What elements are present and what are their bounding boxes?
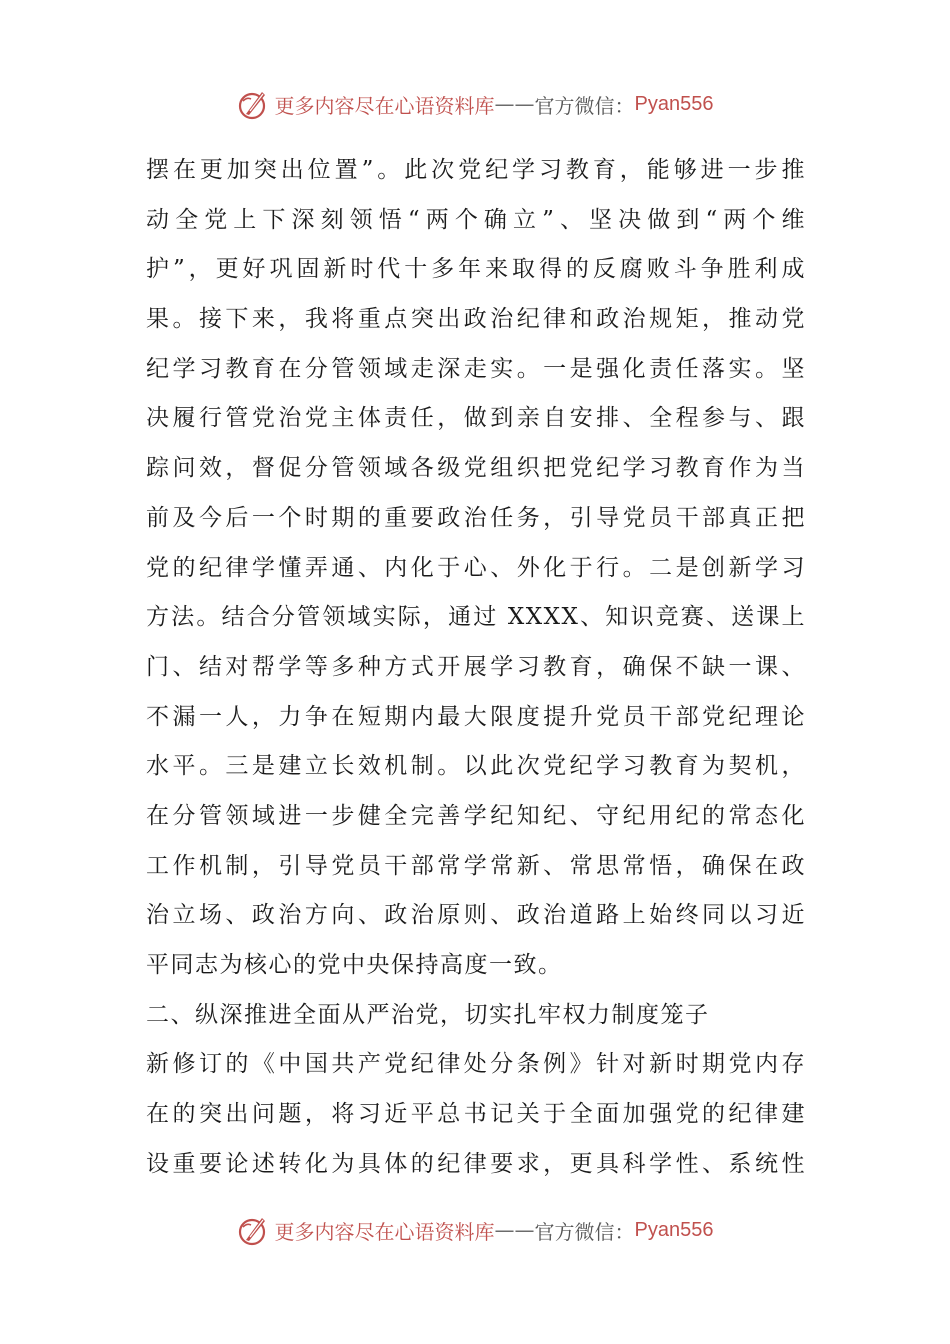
banner-brand-text: 更多内容尽在心语资料库 [274,1219,495,1244]
body-line-17: 平同志为核心的党中央保持高度一致。 [146,952,563,978]
banner-separator: —— [494,1218,535,1242]
quill-pen-circle-icon [237,1213,271,1247]
banner-wechat-label: 官方微信： [534,1219,635,1244]
body-line-8: 前及今后一个时期的重要政治任务，引导党员干部真正把 [146,504,806,531]
body-line-6: 决履行管党治党主体责任，做到亲自安排、全程参与、跟 [146,405,806,432]
header-banner [0,84,950,124]
body-line-21: 设重要论述转化为具体的纪律要求，更具科学性、系统性 [146,1150,806,1177]
banner-wechat-label: 官方微信： [534,93,635,118]
body-line-20: 在的突出问题，将习近平总书记关于全面加强党的纪律建 [146,1101,806,1128]
banner-wechat-id: Pyan556 [634,92,714,115]
body-line-13: 水平。三是建立长效机制。以此次党纪学习教育为契机， [146,753,806,780]
body-line-7: 踪问效，督促分管领域各级党组织把党纪学习教育作为当 [146,455,806,482]
banner-wechat-id: Pyan556 [634,1218,714,1241]
footer-banner [0,1210,950,1250]
body-line-19: 新修订的《中国共产党纪律处分条例》针对新时期党内存 [146,1051,806,1078]
body-line-16: 治立场、政治方向、政治原则、政治道路上始终同以习近 [146,902,806,929]
document-body [146,146,806,1189]
body-line-14: 在分管领域进一步健全完善学纪知纪、守纪用纪的常态化 [146,802,806,829]
body-line-9: 党的纪律学懂弄通、内化于心、外化于行。二是创新学习 [146,554,806,581]
body-line-11: 门、结对帮学等多种方式开展学习教育，确保不缺一课、 [146,653,806,680]
body-line-3: 护”，更好巩固新时代十多年来取得的反腐败斗争胜利成 [146,256,806,283]
section-heading: 二、纵深推进全面从严治党，切实扎牢权力制度笼子 [146,1001,710,1028]
body-line-2: 动全党上下深刻领悟“两个确立”、坚决做到“两个维 [146,206,806,233]
body-line-10: 方法。结合分管领域实际，通过 XXXX、知识竞赛、送课上 [146,604,806,631]
body-line-12: 不漏一人，力争在短期内最大限度提升党员干部党纪理论 [146,703,806,730]
banner-brand-text: 更多内容尽在心语资料库 [274,93,495,118]
banner-separator: —— [494,92,535,116]
body-line-1: 摆在更加突出位置”。此次党纪学习教育，能够进一步推 [146,157,806,183]
body-line-5: 纪学习教育在分管领域走深走实。一是强化责任落实。坚 [146,355,806,382]
body-line-4: 果。接下来，我将重点突出政治纪律和政治规矩，推动党 [146,306,806,333]
body-line-15: 工作机制，引导党员干部常学常新、常思常悟，确保在政 [146,852,806,879]
quill-pen-circle-icon [237,87,271,121]
